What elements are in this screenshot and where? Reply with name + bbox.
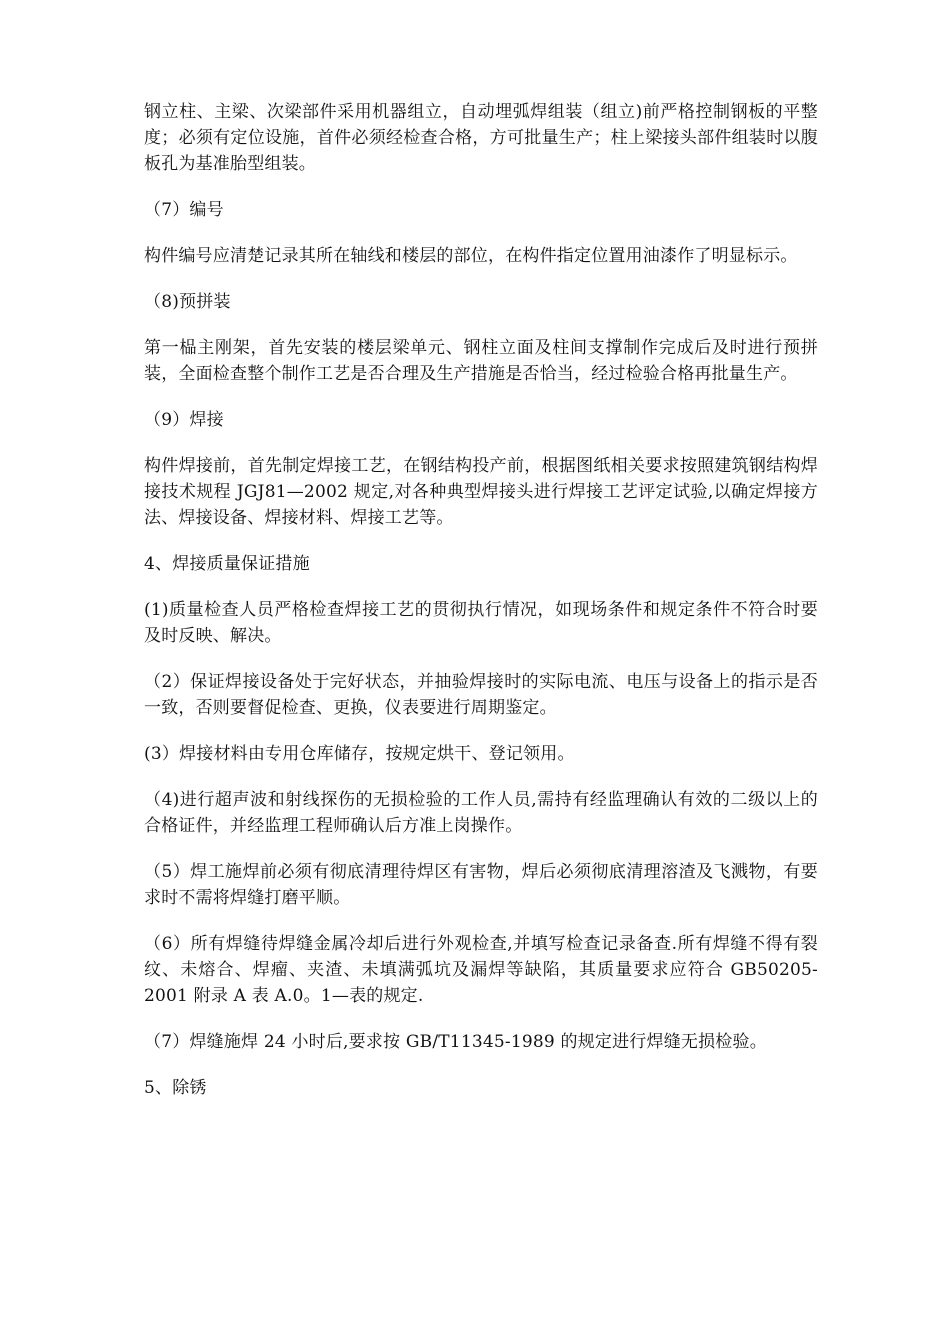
paragraph-numbering: 构件编号应清楚记录其所在轴线和楼层的部位，在构件指定位置用油漆作了明显标示。 — [144, 246, 798, 266]
paragraph-quality-1: (1)质量检查人员严格检查焊接工艺的贯彻执行情况，如现场条件和规定条件不符合时要及时反映、解决。 — [144, 600, 818, 646]
paragraph-welding: 构件焊接前，首先制定焊接工艺，在钢结构投产前，根据图纸相关要求按照建筑钢结构焊接技术规程 JGJ81—2002 规定,对各种典型焊接头进行焊接工艺评定试验,以确定焊接方法、焊接设备、焊接材料、焊接工艺等。 — [144, 456, 818, 528]
paragraph-quality-5: （5）焊工施焊前必须有彻底清理待焊区有害物，焊后必须彻底清理溶渣及飞溅物，有要求时不需将焊缝打磨平顺。 — [144, 862, 818, 908]
heading-welding-quality: 4、焊接质量保证措施 — [144, 554, 310, 574]
heading-welding: （9）焊接 — [144, 410, 224, 430]
paragraph-preassembly: 第一榀主刚架，首先安装的楼层梁单元、钢柱立面及柱间支撑制作完成后及时进行预拼装，全面检查整个制作工艺是否合理及生产措施是否恰当，经过检验合格再批量生产。 — [144, 338, 818, 384]
paragraph-assembly: 钢立柱、主梁、次梁部件采用机器组立，自动埋弧焊组装（组立)前严格控制钢板的平整度；必须有定位设施，首件必须经检查合格，方可批量生产；柱上梁接头部件组装时以腹板孔为基准胎型组装。 — [144, 102, 818, 174]
document-page — [144, 99, 818, 1121]
paragraph-quality-3: (3）焊接材料由专用仓库储存，按规定烘干、登记领用。 — [144, 744, 575, 764]
paragraph-quality-4: （4)进行超声波和射线探伤的无损检验的工作人员,需持有经监理确认有效的二级以上的合格证件，并经监理工程师确认后方准上岗操作。 — [144, 790, 818, 836]
heading-preassembly: （8)预拼装 — [144, 292, 231, 312]
paragraph-quality-2: （2）保证焊接设备处于完好状态，并抽验焊接时的实际电流、电压与设备上的指示是否一致，否则要督促检查、更换，仪表要进行周期鉴定。 — [144, 672, 818, 718]
heading-numbering: （7）编号 — [144, 200, 224, 220]
paragraph-quality-7: （7）焊缝施焊 24 小时后,要求按 GB/T11345-1989 的规定进行焊缝无损检验。 — [144, 1032, 767, 1052]
heading-rust-removal: 5、除锈 — [144, 1078, 207, 1098]
paragraph-quality-6: （6）所有焊缝待焊缝金属冷却后进行外观检查,并填写检查记录备查.所有焊缝不得有裂纹、未熔合、焊瘤、夹渣、未填满弧坑及漏焊等缺陷，其质量要求应符合 GB50205-2001 附录 A 表 A.0。1—表的规定. — [144, 934, 818, 1006]
